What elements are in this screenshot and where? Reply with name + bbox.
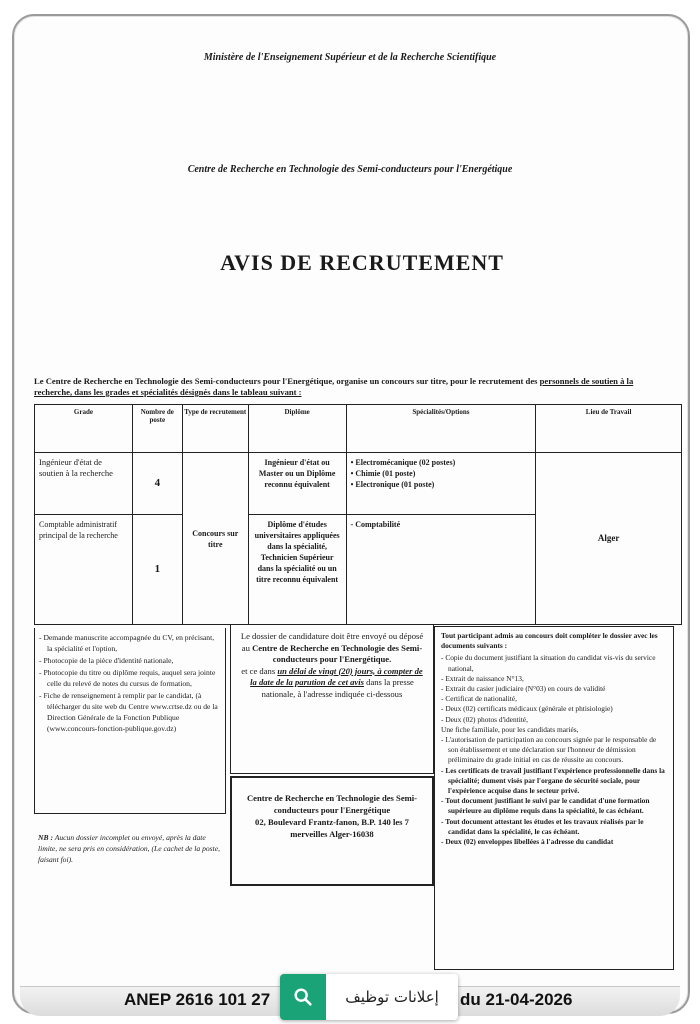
list-item: - Tout document justifiant le suivi par le candidat d'une formation supérieure au diplôme requis dans la spécialité, le cas échéant. — [441, 796, 667, 816]
job-ads-label[interactable]: إعلانات توظيف — [326, 974, 458, 1020]
diplome-cell: Ingénieur d'état ou Master ou un Diplôme reconnu équivalent — [248, 453, 346, 515]
list-item: - Les certificats de travail justifiant l'expérience professionnelle dans la spécialité; dument visés par l'organe de sécurité sociale, pour l'expérience acquise dans le secteur privé. — [441, 766, 667, 797]
footer-reference: ANEP 2616 101 27 — [124, 990, 271, 1009]
grade-cell: Comptable administratif principal de la recherche — [35, 515, 133, 625]
list-item: - Extrait de naissance N°13, — [441, 674, 667, 684]
ministry-header: Ministère de l'Enseignement Supérieur et de la Recherche Scientifique — [203, 52, 497, 63]
list-item: - Photocopie du titre ou diplôme requis, auquel sera jointe celle du relevé de notes du cursus de formation, — [39, 667, 221, 689]
list-item: - L'autorisation de participation au concours signée par le responsable de son établissement et une déclaration sur l'honneur de démission préliminaire du grade initial en cas de réussite au concours. — [441, 735, 667, 766]
specialite-item: • Chimie (01 poste) — [351, 468, 532, 479]
list-item: - Deux (02) certificats médicaux (générale et phtisiologie) — [441, 704, 667, 714]
submission-text-3: dans la presse nationale, à l'adresse indiquée ci-dessous — [261, 677, 414, 699]
centre-header: Centre de Recherche en Technologie des Semi-conducteurs pour l'Energétique — [187, 164, 513, 175]
list-item: - Fiche de renseignement à remplir par le candidat, (à télécharger du site web du Centre www.crtse.dz ou de la Direction Générale de la Fonction Publique (www.concours-fonction-publique.gov.dz) — [39, 690, 221, 734]
grade-cell: Ingénieur d'état de soutien à la recherche — [35, 453, 133, 515]
address-line-1: Centre de Recherche en Technologie des Semi-conducteurs pour l'Energétique — [246, 793, 418, 815]
search-icon — [292, 986, 314, 1008]
table-header-row — [35, 405, 682, 453]
nombre-cell: 4 — [132, 453, 182, 515]
list-item: - Demande manuscrite accompagnée du CV, en précisant, la spécialité et l'option, — [39, 632, 221, 654]
nb-note — [38, 832, 224, 865]
job-ads-search-widget[interactable] — [280, 974, 458, 1020]
list-item: - Copie du document justifiant la situation du candidat vis-vis du service national, — [441, 653, 667, 673]
header-diplome: Diplôme — [248, 405, 346, 453]
submission-text-2: et ce dans — [241, 665, 276, 676]
intro-text-a: Le Centre de Recherche en Technologie des Semi-conducteurs pour l'Energétique, organise un concours sur titre, pour le recrutement des — [34, 376, 540, 386]
specialite-cell: - Comptabilité — [346, 515, 536, 625]
address-line-2: 02, Boulevard Frantz-fanon, B.P. 140 les 7 merveilles Alger-16038 — [255, 817, 409, 839]
nb-text: Aucun dossier incomplet ou envoyé, après la date limite, ne sera pris en considération, (Le cachet de la poste, faisant foi). — [38, 833, 221, 864]
intro-paragraph — [34, 376, 664, 398]
address-box — [230, 776, 434, 886]
submission-deadline: un délai de vingt (20) jours, à compter de la date de la parution de cet avis — [250, 665, 423, 687]
specialite-item: • Electronique (01 poste) — [351, 479, 532, 490]
search-button[interactable] — [280, 974, 326, 1020]
list-item: Une fiche familiale, pour les candidats mariés, — [441, 724, 579, 734]
list-item: - Extrait du casier judiciaire (N°03) en cours de validité — [441, 684, 667, 694]
header-lieu: Lieu de Travail — [536, 405, 682, 453]
list-item: - Photocopie de la pièce d'identité nationale, — [39, 655, 221, 666]
recruitment-table — [34, 404, 682, 625]
submission-text-1: Le dossier de candidature doit être envoyé ou déposé au — [240, 631, 424, 653]
nb-label: NB : — [38, 833, 53, 842]
specialite-item: • Electromécanique (02 postes) — [351, 457, 532, 468]
list-item: - Tout document attestant les études et les travaux réalisés par le candidat dans la spécialité, le cas échéant. — [441, 817, 667, 837]
header-nombre: Nombre de poste — [132, 405, 182, 453]
complementary-heading: Tout participant admis au concours doit compléter le dossier avec les documents suivants : — [441, 631, 658, 651]
header-type: Type de recrutement — [182, 405, 248, 453]
type-cell: Concours sur titre — [182, 453, 248, 625]
intro-text-b: personnels de soutien à la recherche, dans les grades et spécialités désignés dans le tableau suivant : — [34, 376, 634, 397]
list-item: - Certificat de nationalité, — [441, 694, 667, 704]
diplome-cell: Diplôme d'études universitaires appliquées dans la spécialité, Technicien Supérieur dans la spécialité ou un titre reconnu équivalent — [248, 515, 346, 625]
complementary-documents-box — [434, 626, 674, 970]
dossier-documents-box — [34, 628, 226, 814]
list-item: - Deux (02) enveloppes libellées à l'adresse du candidat — [441, 837, 667, 847]
submission-box — [230, 624, 434, 774]
submission-centre: Centre de Recherche en Technologie des Semi-conducteurs pour l'Energétique. — [252, 642, 423, 664]
table-row — [35, 453, 682, 515]
page-title: AVIS DE RECRUTEMENT — [220, 250, 504, 275]
list-item: - Deux (02) photos d'identité, — [441, 715, 667, 725]
lieu-cell: Alger — [536, 453, 682, 625]
specialites-cell — [346, 453, 536, 515]
header-grade: Grade — [35, 405, 133, 453]
header-specialites: Spécialités/Options — [346, 405, 536, 453]
footer-date: du 21-04-2026 — [460, 990, 573, 1009]
nombre-cell: 1 — [132, 515, 182, 625]
